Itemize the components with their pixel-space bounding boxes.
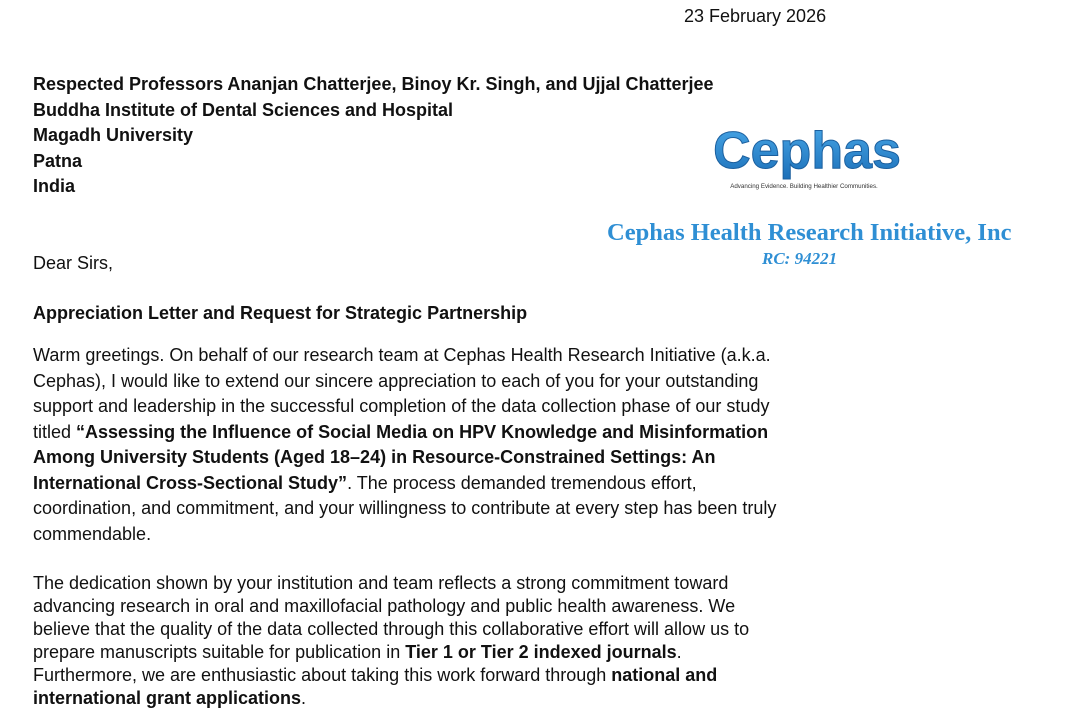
emphasis-text: international grant applications [33, 688, 302, 708]
logo-tagline: Advancing Evidence. Building Healthier Communities. [730, 183, 878, 190]
letter-subject: Appreciation Letter and Request for Strategic Partnership [33, 303, 528, 323]
paragraph-line [33, 471, 776, 497]
line-text: . The process demanded tremendous effort, [347, 472, 697, 493]
paragraph-line: advancing research in oral and maxillofacial pathology and public health awareness. We [33, 596, 736, 616]
line-text: Furthermore, we are enthusiastic about taking this work forward through [33, 665, 612, 685]
paragraph-line [33, 420, 776, 446]
paragraph-1 [33, 343, 776, 547]
study-title-text: Among University Students (Aged 18–24) in Resource-Constrained Settings: An [33, 447, 716, 467]
recipient-line: Patna [33, 150, 83, 171]
paragraph-line: commendable. [33, 523, 152, 544]
paragraph-line [33, 641, 749, 664]
emphasis-text: Tier 1 or Tier 2 indexed journals [405, 642, 677, 662]
recipient-line: Magadh University [33, 125, 194, 145]
organization-name: Cephas Health Research Initiative, Inc [607, 219, 1012, 246]
paragraph-line: The dedication shown by your institution and team reflects a strong commitment toward [33, 573, 729, 593]
registration-number: RC: 94221 [762, 249, 838, 268]
recipient-address [33, 72, 714, 200]
paragraph-line [33, 445, 776, 471]
recipient-line: Buddha Institute of Dental Sciences and Hospital [33, 99, 454, 120]
line-text: . [301, 688, 307, 708]
paragraph-line: Cephas), I would like to extend our sincere appreciation to each of you for your outstanding [33, 370, 759, 391]
line-text: . [676, 642, 682, 662]
paragraph-line: support and leadership in the successful completion of the data collection phase of our study [33, 396, 770, 416]
recipient-line: India [33, 176, 76, 196]
study-title-text: International Cross-Sectional Study” [33, 472, 348, 493]
line-text: prepare manuscripts suitable for publication in [33, 642, 406, 662]
paragraph-2 [33, 572, 749, 710]
logo-wordmark: Cephas [713, 122, 901, 180]
paragraph-line: believe that the quality of the data collected through this collaborative effort will allow us to [33, 619, 750, 639]
study-title-text: “Assessing the Influence of Social Media on HPV Knowledge and Misinformation [76, 421, 769, 442]
letter-date: 23 February 2026 [684, 6, 827, 26]
line-text: titled [33, 421, 77, 442]
paragraph-line: Warm greetings. On behalf of our research team at Cephas Health Research Initiative (a.k.a. [33, 345, 771, 365]
paragraph-line [33, 664, 749, 687]
cephas-logo-graphic [712, 120, 912, 200]
emphasis-text: national and [611, 665, 718, 685]
paragraph-line [33, 687, 749, 710]
salutation: Dear Sirs, [33, 253, 114, 273]
recipient-line: Respected Professors Ananjan Chatterjee, Binoy Kr. Singh, and Ujjal Chatterjee [33, 74, 714, 94]
paragraph-line: coordination, and commitment, and your willingness to contribute at every step has been truly [33, 498, 777, 518]
cephas-logo [712, 120, 912, 200]
